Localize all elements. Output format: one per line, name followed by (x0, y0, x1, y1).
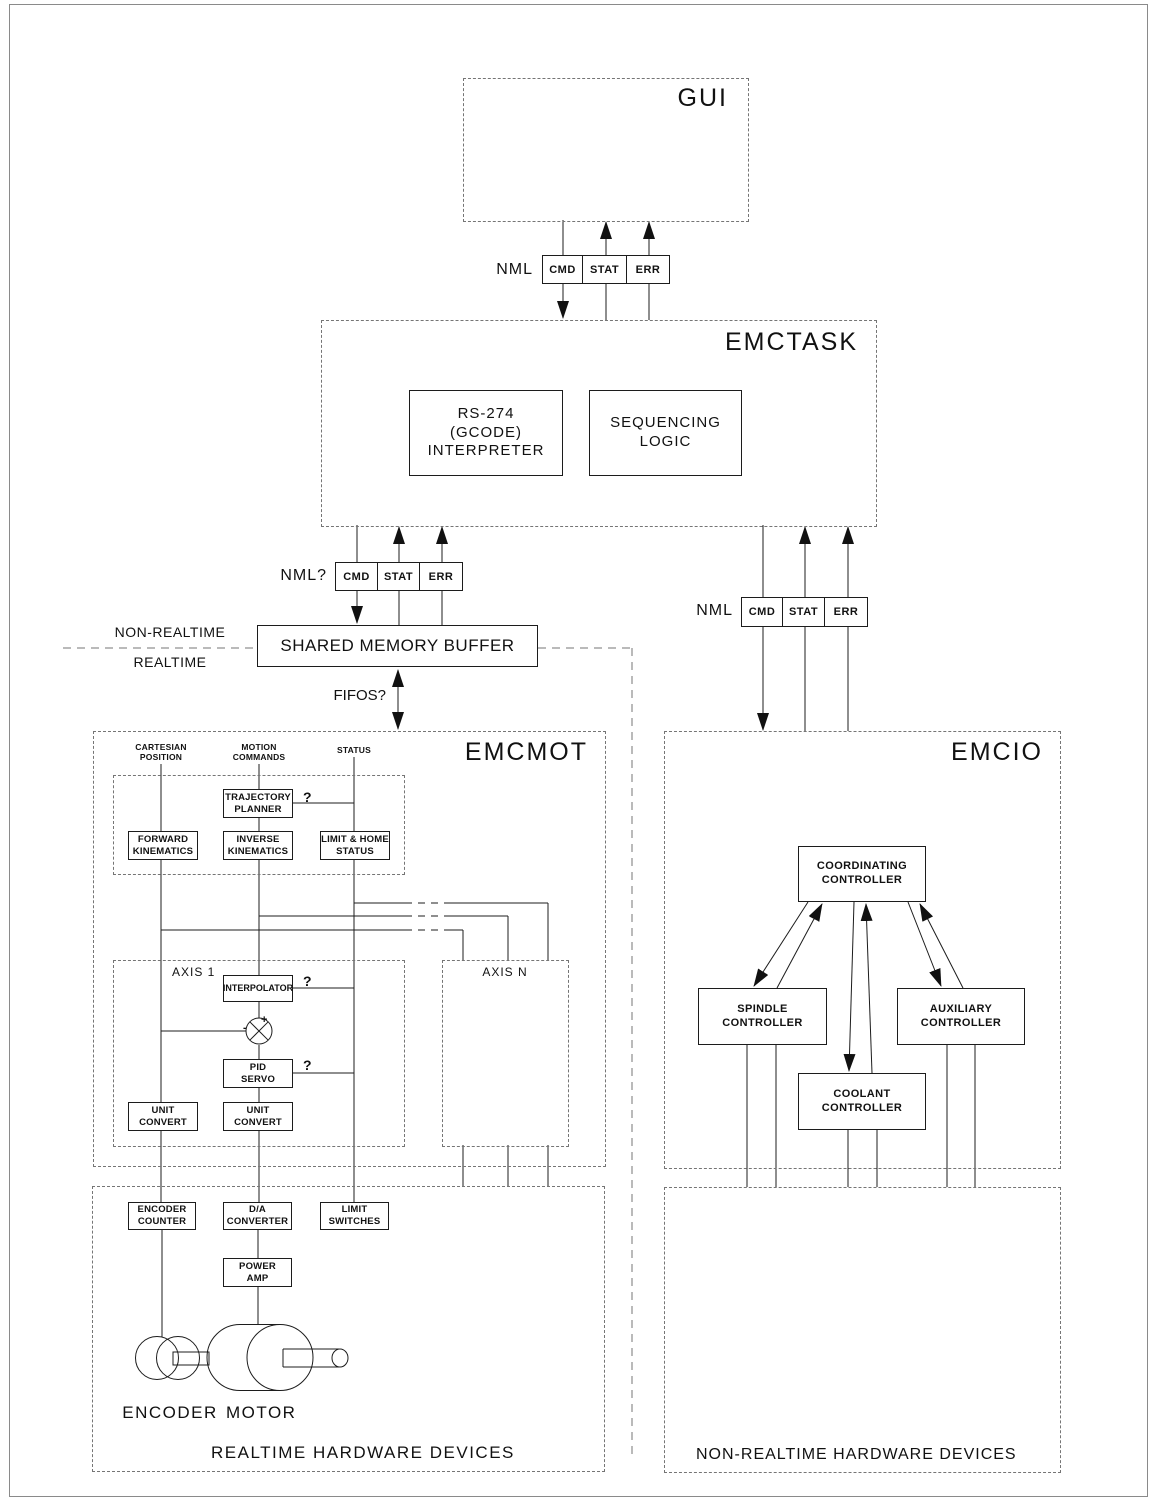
motion-commands-header (224, 743, 294, 763)
axisn-label: AXIS N (482, 965, 528, 979)
fifos-label: FIFOS? (333, 687, 386, 704)
emctask-title: EMCTASK (725, 328, 858, 356)
encoder-counter-line1: ENCODER (137, 1204, 187, 1216)
gcode-interpreter-line2: (GCODE) (450, 423, 522, 441)
emctask-emcio-wires (763, 525, 848, 731)
axis1-label: AXIS 1 (172, 965, 216, 979)
nml-gui-err-cell: ERR (626, 255, 670, 284)
coolant-line1: COOLANT (833, 1087, 891, 1100)
auxiliary-controller-box (897, 988, 1025, 1045)
sequencing-logic-line2: LOGIC (639, 433, 692, 450)
spindle-controller-box (698, 988, 827, 1045)
gui-title: GUI (677, 84, 728, 112)
power-amp-box (223, 1258, 292, 1287)
coordinating-line2: CONTROLLER (821, 874, 903, 886)
unit-convert-right-line2: CONVERT (234, 1116, 282, 1128)
emcmot-title: EMCMOT (464, 738, 588, 766)
nml-task-cmd-cell: CMD (335, 562, 378, 591)
cartesian-position-header (126, 743, 196, 763)
nml-io-channels (741, 597, 868, 627)
forward-kinematics-box (128, 831, 198, 860)
limit-home-line2: STATUS (336, 845, 374, 857)
coolant-line2: CONTROLLER (821, 1101, 903, 1114)
inverse-line1: INVERSE (236, 833, 280, 845)
limit-switches-line2: SWITCHES (328, 1216, 381, 1227)
realtime-hardware-title: REALTIME HARDWARE DEVICES (211, 1443, 515, 1462)
nml-task-channels (335, 562, 463, 591)
pid-line2: SERVO (240, 1073, 276, 1085)
cartesian-line2: POSITION (139, 751, 183, 762)
spindle-line1: SPINDLE (737, 1002, 788, 1015)
trajectory-planner-box (223, 789, 293, 818)
motor-label: MOTOR (226, 1403, 297, 1422)
unit-convert-right-box (223, 1102, 293, 1131)
interpolator-question-mark: ? (303, 973, 312, 989)
auxiliary-line1: AUXILIARY (929, 1002, 993, 1015)
nml-task-label: NML? (280, 567, 327, 584)
limit-home-line1: LIMIT & HOME (321, 833, 389, 845)
pid-servo-box (223, 1059, 293, 1088)
trajectory-line2: PLANNER (234, 803, 282, 815)
encoder-counter-line2: COUNTER (137, 1216, 187, 1227)
gcode-interpreter-box (409, 390, 563, 476)
nonrealtime-hardware-title: NON-REALTIME HARDWARE DEVICES (696, 1446, 1017, 1463)
inverse-kinematics-box (223, 831, 293, 860)
nonrealtime-boundary-label: NON-REALTIME (114, 624, 226, 640)
pid-question-mark: ? (303, 1057, 312, 1073)
encoder-label: ENCODER (122, 1403, 218, 1422)
interpolator-label: INTERPOLATOR (222, 982, 294, 993)
spindle-line2: CONTROLLER (722, 1016, 803, 1029)
nml-task-stat-cell: STAT (377, 562, 420, 591)
power-amp-line1: POWER (239, 1260, 276, 1272)
emcio-title: EMCIO (951, 738, 1043, 766)
da-converter-line1: D/A (249, 1204, 266, 1216)
interpolator-box (223, 975, 293, 1002)
cartesian-line1: CARTESIAN (135, 742, 187, 752)
nml-io-label: NML (696, 602, 733, 619)
unit-convert-left-line2: CONVERT (139, 1116, 187, 1128)
inverse-line2: KINEMATICS (227, 845, 289, 857)
shared-memory-buffer-label: SHARED MEMORY BUFFER (280, 636, 515, 656)
pid-line1: PID (249, 1061, 267, 1073)
sequencing-logic-box (589, 390, 742, 476)
nml-io-err-cell: ERR (824, 597, 868, 627)
status-header: STATUS (337, 745, 371, 755)
nml-gui-label: NML (496, 261, 533, 278)
nml-gui-stat-cell: STAT (582, 255, 627, 284)
nml-gui-cmd-cell: CMD (542, 255, 583, 284)
sequencing-logic-line1: SEQUENCING (610, 414, 721, 432)
nml-task-err-cell: ERR (419, 562, 463, 591)
gcode-interpreter-line1: RS-274 (457, 404, 515, 422)
motion-line2: COMMANDS (232, 751, 286, 762)
forward-line1: FORWARD (137, 833, 189, 845)
trajectory-question-mark: ? (303, 789, 312, 805)
gcode-interpreter-line3: INTERPRETER (427, 442, 545, 460)
auxiliary-line2: CONTROLLER (920, 1016, 1002, 1029)
nml-io-stat-cell: STAT (782, 597, 825, 627)
coordinating-line1: COORDINATING (816, 860, 908, 873)
coordinating-controller-box (798, 846, 926, 902)
limit-switches-box (320, 1202, 389, 1230)
realtime-boundary-label: REALTIME (133, 654, 207, 670)
forward-line2: KINEMATICS (132, 845, 194, 857)
axisn-box (442, 960, 569, 1147)
nml-gui-channels (542, 255, 670, 284)
da-converter-box (223, 1202, 292, 1230)
da-converter-line2: CONVERTER (226, 1216, 289, 1227)
unit-convert-left-box (128, 1102, 198, 1131)
motion-line1: MOTION (241, 742, 277, 752)
summing-plus-sign: + (261, 1014, 268, 1026)
unit-convert-left-line1: UNIT (151, 1104, 175, 1116)
coolant-controller-box (798, 1073, 926, 1130)
nml-io-cmd-cell: CMD (741, 597, 783, 627)
limit-home-status-box (320, 831, 390, 860)
unit-convert-right-line1: UNIT (246, 1104, 270, 1116)
power-amp-line2: AMP (246, 1272, 269, 1284)
trajectory-line1: TRAJECTORY (225, 791, 291, 803)
nonrealtime-hardware-box (664, 1187, 1061, 1473)
limit-switches-line1: LIMIT (341, 1204, 368, 1216)
summing-minus-sign: - (243, 1022, 247, 1034)
encoder-counter-box (128, 1202, 196, 1230)
shared-memory-buffer-box (257, 625, 538, 667)
